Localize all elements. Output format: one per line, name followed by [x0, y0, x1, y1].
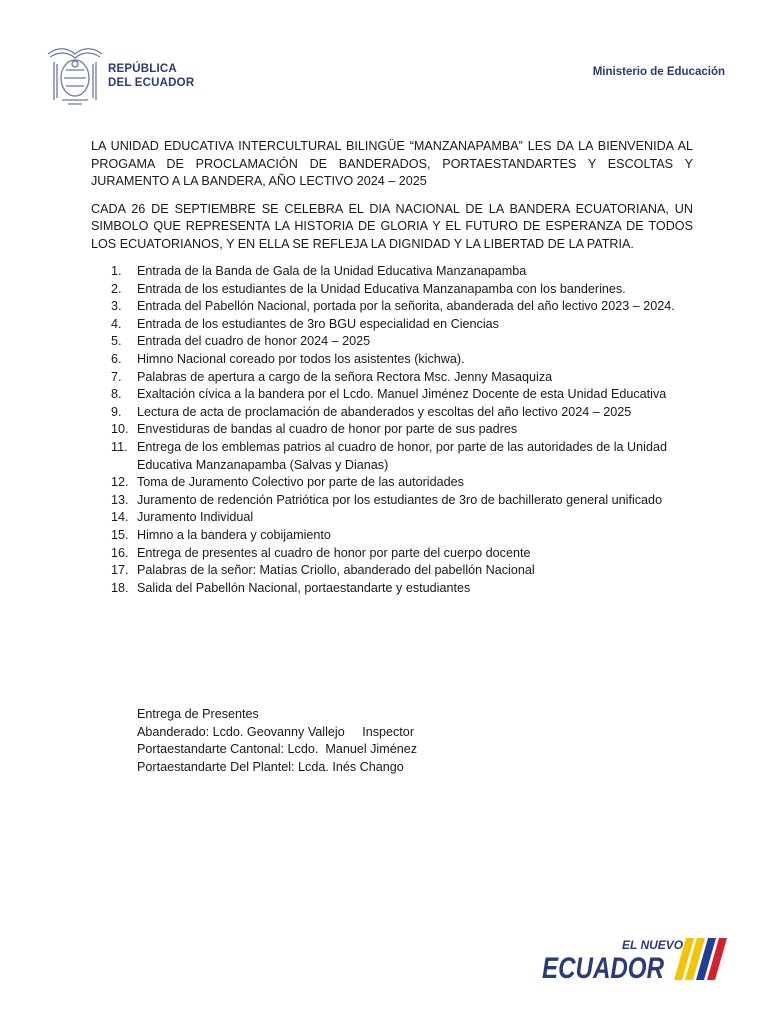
el-nuevo-ecuador-logo [540, 934, 730, 986]
program-item [91, 404, 693, 422]
program-item [91, 439, 693, 474]
program-item [91, 509, 693, 527]
program-item [91, 421, 693, 439]
program-item-text: Himno Nacional coreado por todos los asistentes (kichwa). [137, 351, 465, 366]
program-item-text: Entrada de los estudiantes de 3ro BGU especialidad en Ciencias [137, 316, 499, 331]
program-item-text: Entrega de presentes al cuadro de honor por parte del cuerpo docente [137, 545, 531, 560]
program-item [91, 351, 693, 369]
program-item-number: 6. [111, 351, 122, 366]
portaestandarte-plantel-line: Portaestandarte Del Plantel: Lcda. Inés Chango [137, 759, 404, 774]
program-item-text: Entrada del cuadro de honor 2024 – 2025 [137, 334, 371, 349]
program-item [91, 298, 693, 316]
program-item-number: 7. [111, 369, 122, 384]
country-name-line2: DEL ECUADOR [108, 77, 195, 89]
program-item-text: Exaltación cívica a la bandera por el Lcdo. Manuel Jiménez Docente de esta Unidad Educativa [137, 387, 667, 402]
republica-ecuador-logo [44, 42, 194, 110]
program-item-text: Entrega de los emblemas patrios al cuadro de honor, por parte de las autoridades de la Unidad Educativa Manzanapamba (Salvas y Dianas) [137, 439, 667, 472]
program-item [91, 527, 693, 545]
program-item-number: 18. [111, 580, 129, 595]
program-item-number: 1. [111, 264, 122, 278]
program-item [91, 333, 693, 351]
program-item-number: 10. [111, 422, 129, 437]
brand-main-text: ECUADOR [542, 952, 665, 985]
program-item-text: Juramento de redención Patriótica por los estudiantes de 3ro de bachillerato general unificado [137, 492, 663, 507]
program-item [91, 474, 693, 492]
program-item [91, 545, 693, 563]
program-item-text: Entrada de los estudiantes de la Unidad Educativa Manzanapamba con los banderines. [137, 281, 626, 296]
ministry-name: Ministerio de Educación [592, 66, 725, 78]
program-item-text: Himno a la bandera y cobijamiento [137, 527, 331, 542]
program-item [91, 281, 693, 299]
program-item [91, 562, 693, 580]
portaestandarte-cantonal-line: Portaestandarte Cantonal: Lcdo. Manuel Jiménez [137, 742, 418, 757]
program-item-text: Entrada del Pabellón Nacional, portada por la señorita, abanderada del año lectivo 2023 – 2024. [137, 299, 675, 314]
program-item [91, 316, 693, 334]
program-item-text: Palabras de la señor: Matías Criollo, abanderado del pabellón Nacional [137, 563, 535, 578]
presents-heading: Entrega de Presentes [137, 707, 259, 721]
program-item-text: Toma de Juramento Colectivo por parte de las autoridades [137, 475, 464, 490]
coat-of-arms-icon [44, 42, 106, 110]
program-item-number: 15. [111, 527, 129, 542]
intro-paragraph-1: LA UNIDAD EDUCATIVA INTERCULTURAL BILINGÜE “MANZANAPAMBA” LES DA LA BIENVENIDA AL PROGAMA DE PROCLAMACIÓN DE BANDERADOS, PORTAESTANDARTES Y ESCOLTAS Y JURAMENTO A LA BANDERA, AÑO LECTIVO 2024 – 2025 [91, 139, 693, 188]
program-item-number: 2. [111, 281, 122, 296]
document-body [91, 138, 693, 597]
program-item-text: Palabras de apertura a cargo de la señora Rectora Msc. Jenny Masaquiza [137, 369, 553, 384]
program-item-text: Juramento Individual [137, 510, 254, 525]
program-item-number: 5. [111, 334, 122, 349]
intro-paragraph-2: CADA 26 DE SEPTIEMBRE SE CELEBRA EL DIA NACIONAL DE LA BANDERA ECUATORIANA, UN SIMBOLO QUE REPRESENTA LA HISTORIA DE GLORIA Y EL FUTURO DE ESPERANZA DE TODOS LOS ECUATORIANOS, Y EN ELLA SE REFLEJA LA DIGNIDAD Y LA LIBERTAD DE LA PATRIA. [91, 201, 693, 251]
program-item [91, 369, 693, 387]
program-item-number: 3. [111, 299, 122, 314]
program-item-number: 16. [111, 545, 129, 560]
program-item-text: Envestiduras de bandas al cuadro de honor por parte de sus padres [137, 422, 518, 437]
program-item [91, 580, 693, 598]
presents-section [137, 706, 417, 776]
program-item [91, 263, 693, 281]
program-item-number: 9. [111, 404, 122, 419]
program-item-number: 4. [111, 316, 122, 331]
program-item-number: 11. [111, 439, 128, 454]
program-item-text: Entrada de la Banda de Gala de la Unidad Educativa Manzanapamba [137, 264, 527, 278]
program-item-text: Lectura de acta de proclamación de abanderados y escoltas del año lectivo 2024 – 2025 [137, 404, 632, 419]
program-item-number: 8. [111, 387, 122, 402]
abanderado-line: Abanderado: Lcdo. Geovanny Vallejo Inspector [137, 724, 415, 739]
program-item [91, 492, 693, 510]
brand-top-text: EL NUEVO [622, 938, 684, 952]
program-item [91, 386, 693, 404]
country-name-line1: REPÚBLICA [108, 63, 177, 75]
program-item-text: Salida del Pabellón Nacional, portaestandarte y estudiantes [137, 580, 471, 595]
program-item-number: 12. [111, 475, 129, 490]
program-item-number: 13. [111, 492, 129, 507]
program-list [91, 263, 693, 597]
program-item-number: 14. [111, 510, 129, 525]
program-item-number: 17. [111, 563, 129, 578]
